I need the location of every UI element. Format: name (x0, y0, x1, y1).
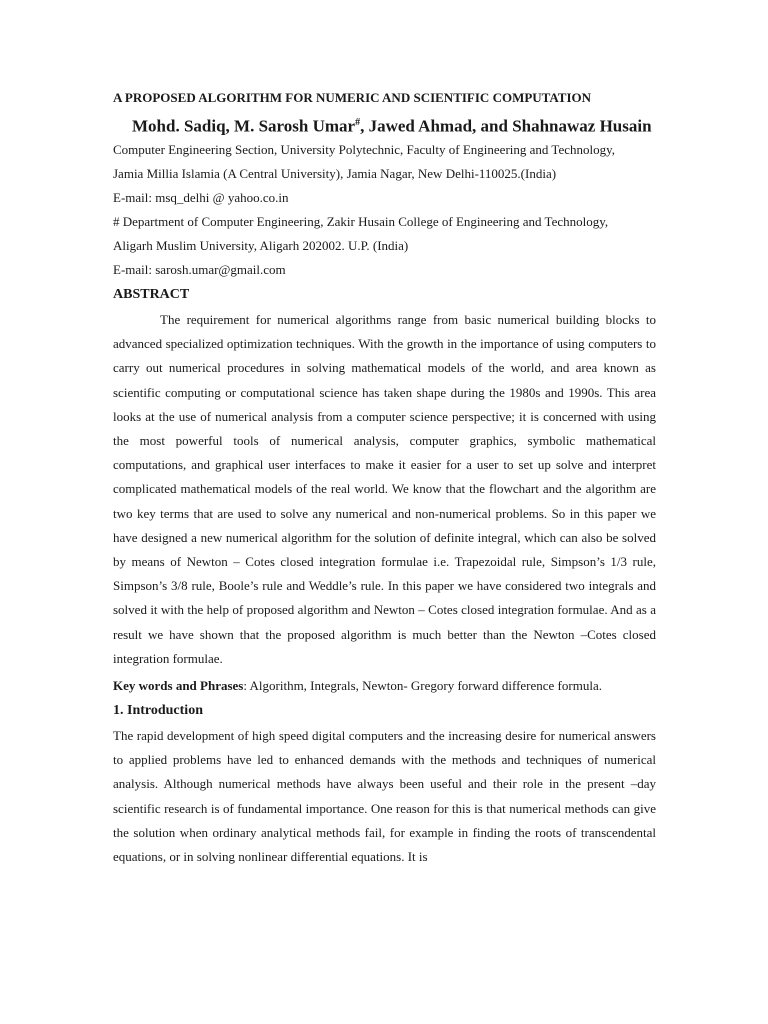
paper-body (113, 88, 656, 869)
intro-heading: 1. Introduction (113, 703, 203, 719)
abstract-heading: ABSTRACT (113, 287, 190, 302)
affiliation-2-line-2: Aligarh Muslim University, Aligarh 202002. U.P. (India) (113, 238, 409, 253)
authors-marker: # (355, 117, 361, 128)
keywords-text: : Algorithm, Integrals, Newton- Gregory forward difference formula. (243, 678, 602, 694)
email-1: E-mail: msq_delhi @ yahoo.co.in (113, 190, 289, 205)
abstract-text: The requirement for numerical algorithms range from basic numerical building blocks to advanced specialized optimization techniques. With the growth in the importance of using computers to carry out numerical procedures in solving mathematical models of the world, and area known as scientific computing or computational science has taken shape during the 1980s and 1990s. This area looks at the use of numerical analysis from a computer science perspective; it is concerned with using the most powerful tools of numerical analysis, computer graphics, symbolic mathematical computations, and graphical user interfaces to make it easier for a user to set up solve and interpret complicated mathematical models of the real world. We know that the flowchart and the algorithm are two key terms that are used to solve any numerical and non-numerical problems. So in this paper we have designed a new numerical algorithm for the solution of definite integral, which can also be solved by means of Newton – Cotes closed integration formulae i.e. Trapezoidal rule, Simpson’s 1/3 rule, Simpson’s 3/8 rule, Boole’s rule and Weddle’s rule. In this paper we have considered two integrals and solved it with the help of proposed algorithm and Newton – Cotes closed integration formulae. And as a result we have shown that the proposed algorithm is much better than the Newton –Cotes closed integration formulae. (113, 312, 656, 666)
email-2: E-mail: sarosh.umar@gmail.com (113, 262, 286, 277)
authors-text-2: , Jawed Ahmad, and Shahnawaz Husain (360, 116, 652, 136)
authors-text-1: Mohd. Sadiq, M. Sarosh Umar (132, 116, 356, 136)
affiliation-2-line-1: # Department of Computer Engineering, Zakir Husain College of Engineering and Technology, (113, 214, 609, 229)
keywords-label: Key words and Phrases (113, 678, 244, 694)
intro-text: The rapid development of high speed digital computers and the increasing desire for numerical answers to applied problems have led to enhanced demands with the methods and techniques of numerical analysis. Although numerical methods have always been useful and their role in the present –day scientific research is of fundamental importance. One reason for this is that numerical methods can give the solution when ordinary analytical methods fail, for example in finding the roots of transcendental equations, or in solving nonlinear differential equations. It is (113, 728, 656, 865)
affiliation-1-line-2: Jamia Millia Islamia (A Central University), Jamia Nagar, New Delhi-110025.(India) (113, 166, 557, 181)
keywords-line (113, 674, 656, 698)
affiliation-1-line-1: Computer Engineering Section, University Polytechnic, Faculty of Engineering and Technology, (113, 142, 616, 157)
paper-authors (132, 108, 656, 138)
paper-title: A PROPOSED ALGORITHM FOR NUMERIC AND SCIENTIFIC COMPUTATION (113, 90, 592, 105)
